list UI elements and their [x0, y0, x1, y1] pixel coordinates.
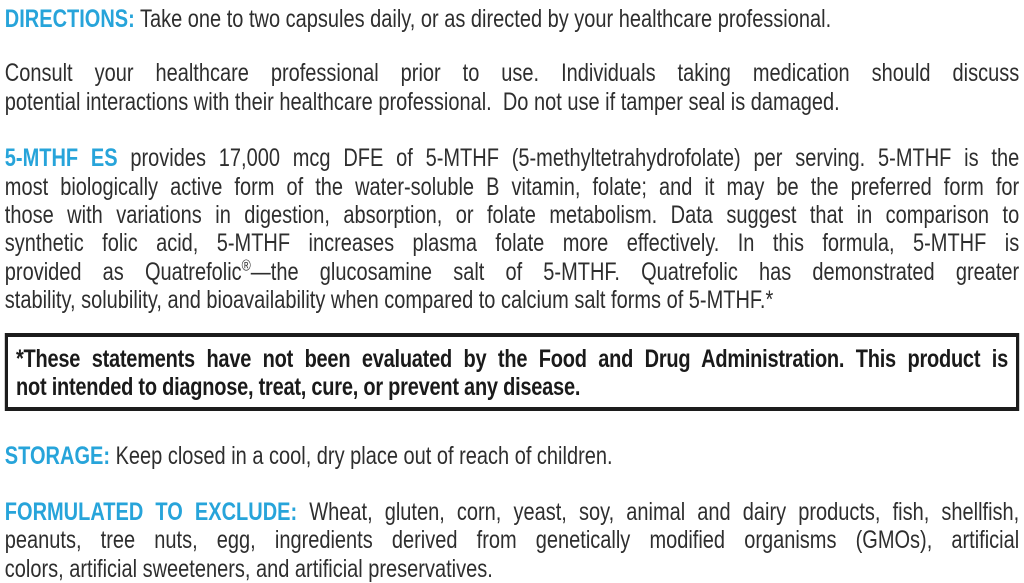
exclude-paragraph	[5, 498, 1019, 583]
storage-text: Keep closed in a cool, dry place out of reach of children.	[115, 442, 613, 471]
quatrefolic-text: provided as Quatrefolic	[4, 257, 242, 286]
text-line: Consult your healthcare professional prior to use. Individuals taking medication should discuss	[4, 59, 1020, 88]
storage-heading: STORAGE:	[4, 442, 110, 471]
text-line: *These statements have not been evaluated by the Food and Drug Administration. This product is	[16, 344, 1008, 373]
text-line: most biologically active form of the water-soluble B vitamin, folate; and it may be the preferred form for	[4, 172, 1020, 201]
text-line: not intended to diagnose, treat, cure, or prevent any disease.	[16, 373, 581, 402]
text-line	[5, 498, 1019, 526]
mthf-heading: 5-MTHF ES	[4, 144, 118, 173]
fda-disclaimer-box	[5, 333, 1019, 412]
text-line: peanuts, tree nuts, egg, ingredients derived from genetically modified organisms (GMOs), artificial	[4, 526, 1020, 555]
text-line: colors, artificial sweeteners, and artificial preservatives.	[4, 554, 493, 583]
text-line: synthetic folic acid, 5-MTHF increases plasma folate more effectively. In this formula, 5-MTHF is	[4, 229, 1020, 258]
registered-trademark-symbol: ®	[241, 257, 251, 275]
quatrefolic-text-rest: —the glucosamine salt of 5-MTHF. Quatrefolic has demonstrated greater	[250, 257, 1020, 286]
text-line: those with variations in digestion, absorption, or folate metabolism. Data suggest that in comparison to	[4, 201, 1020, 230]
exclude-line1-text: Wheat, gluten, corn, yeast, soy, animal and dairy products, fish, shellfish,	[309, 497, 1020, 526]
exclude-heading: FORMULATED TO EXCLUDE:	[4, 497, 298, 526]
mthf-line1-text: provides 17,000 mcg DFE of 5-MTHF (5-methyltetrahydrofolate) per serving. 5-MTHF is the	[130, 144, 1020, 173]
text-line: stability, solubility, and bioavailability when compared to calcium salt forms of 5-MTHF.*	[4, 286, 774, 315]
consult-paragraph	[5, 59, 1019, 116]
text-line: potential interactions with their healthcare professional. Do not use if tamper seal is damaged.	[4, 87, 840, 116]
directions-heading: DIRECTIONS:	[4, 5, 135, 33]
text-line	[5, 144, 1019, 172]
storage-paragraph	[5, 442, 1019, 470]
mthf-paragraph	[5, 144, 1019, 314]
text-line	[5, 258, 1019, 286]
directions-paragraph	[5, 5, 1019, 33]
directions-text: Take one to two capsules daily, or as directed by your healthcare professional.	[140, 5, 832, 33]
